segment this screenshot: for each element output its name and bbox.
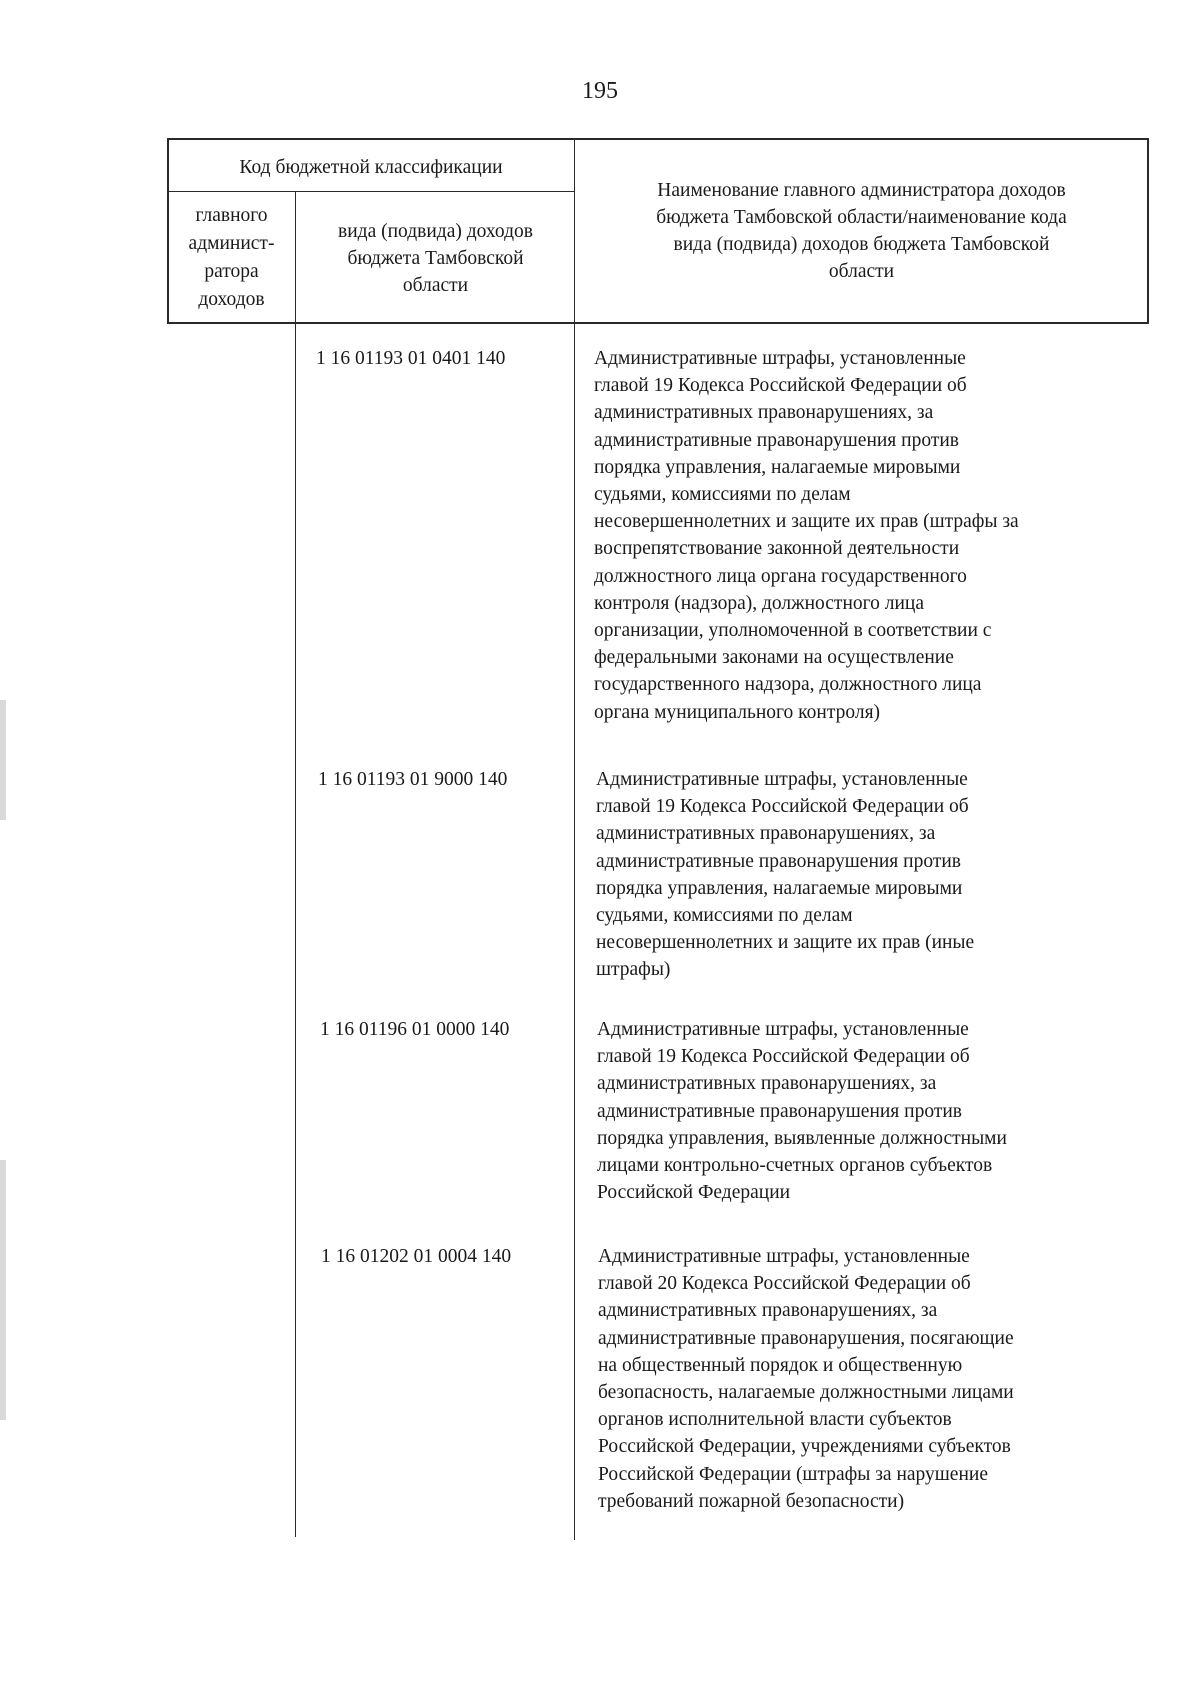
row-description: Административные штрафы, установленные главой 19 Кодекса Российской Федерации об административных правонарушениях, за административные правонарушения против порядка управления, налагаемые мировыми судьями, комиссиями по делам несовершеннолетних и защите их прав (иные штрафы) xyxy=(596,769,975,981)
column-divider-1 xyxy=(295,191,296,1537)
row-code: 1 16 01202 01 0004 140 xyxy=(321,1246,512,1267)
row-description: Административные штрафы, установленные главой 19 Кодекса Российской Федерации об административных правонарушениях, за административные правонарушения против порядка управления, выявленные должностными лицами контрольно-счетных органов субъектов Российской Федерации xyxy=(597,1019,1007,1204)
header-col-name: Наименование главного администратора доходов бюджета Тамбовской области/наименование кода вида (подвида) доходов бюджета Тамбовской области xyxy=(656,180,1067,282)
scan-edge-mark xyxy=(0,700,6,820)
row-description: Административные штрафы, установленные главой 20 Кодекса Российской Федерации об административных правонарушениях, за административные правонарушения, посягающие на общественный порядок и общественную безопасность, налагаемые должностными лицами органов исполнительной власти субъектов Российской Федерации, учреждениями субъектов Российской Федерации (штрафы за нарушение требований пожарной безопасности) xyxy=(598,1246,1014,1512)
header-col-admin: главного админист- ратора доходов xyxy=(188,205,275,310)
header-group-divider xyxy=(167,191,575,192)
header-col-type: вида (подвида) доходов бюджета Тамбовской области xyxy=(338,221,533,296)
table-right-border xyxy=(1147,138,1149,323)
header-bottom-border xyxy=(167,322,1149,324)
row-description: Административные штрафы, установленные главой 19 Кодекса Российской Федерации об административных правонарушениях, за административные правонарушения против порядка управления, налагаемые мировыми судьями, комиссиями по делам несовершеннолетних и защите их прав (штрафы за воспрепятствование законной деятельности должностного лица органа государственного контроля (надзора), должностного лица организации, уполномоченной в соответствии с федеральными законами на осуществление государственного надзора, должностного лица органа муниципального контроля) xyxy=(594,348,1019,723)
scan-edge-mark xyxy=(0,1160,6,1420)
header-group-title: Код бюджетной классификации xyxy=(239,157,503,178)
row-code: 1 16 01193 01 0401 140 xyxy=(316,348,506,369)
table-top-border xyxy=(167,138,1149,140)
page-number: 195 xyxy=(582,78,618,104)
row-code: 1 16 01196 01 0000 140 xyxy=(320,1019,510,1040)
column-divider-2 xyxy=(574,138,575,1540)
row-code: 1 16 01193 01 9000 140 xyxy=(318,769,508,790)
